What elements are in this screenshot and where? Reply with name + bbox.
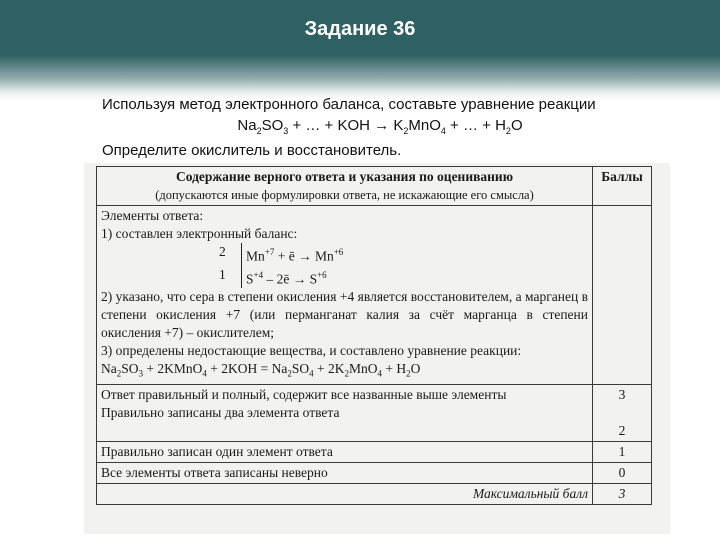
slide-header — [0, 0, 720, 100]
answer-elements-cell — [97, 206, 593, 385]
answer-elements-row — [97, 206, 652, 385]
slide-title: Задание 36 — [304, 18, 416, 40]
max-score-value: 3 — [593, 483, 652, 504]
step-1: 1) составлен электронный баланс: — [101, 226, 298, 241]
criterion-one: Правильно записан один элемент ответа — [97, 441, 593, 462]
criteria-row-one — [97, 441, 652, 462]
balance-line-2: $S^{+4}$ – 2ē → $S^{+6}$ — [246, 269, 327, 286]
score-zero: 0 — [593, 462, 652, 483]
final-equation: $Na_2SO_3$ + 2KMnO$_4$ + $2KOH = Na_2SO_4 + 2K_2MnO_4 + H_2O$ — [101, 361, 421, 379]
balance-bar — [241, 243, 242, 288]
table-header-row — [97, 167, 652, 206]
criterion-full: Ответ правильный и полный, содержит все названные выше элементы — [101, 386, 507, 402]
score-cell-full-and-two — [593, 384, 652, 441]
criteria-cell-full-and-two — [97, 384, 593, 441]
step-3: 3) определены недостающие вещества, и составлено уравнение реакции: — [101, 343, 522, 358]
max-score-row — [97, 483, 652, 504]
criterion-two: Правильно записаны два элемента ответа — [101, 404, 340, 420]
score-one: 1 — [593, 441, 652, 462]
criteria-row-full-and-two — [97, 384, 652, 441]
header-sub: (допускаются иные формулировки ответа, не искажающие его смысла) — [155, 188, 534, 202]
task-intro: Используя метод электронного баланса, составьте уравнение реакции — [102, 96, 596, 113]
score-two: 2 — [618, 422, 626, 438]
header-main: Содержание верного ответа и указания по оцениванию — [175, 169, 514, 184]
elements-title: Элементы ответа: — [101, 208, 204, 223]
criteria-row-zero — [97, 462, 652, 483]
electron-balance — [219, 243, 588, 288]
header-content-cell — [97, 167, 593, 206]
grading-table — [96, 166, 652, 505]
criterion-zero: Все элементы ответа записаны неверно — [97, 462, 593, 483]
balance-coef-2: 1 — [219, 266, 226, 282]
balance-coef-1: 2 — [219, 244, 226, 259]
step-2: 2) указано, что сера в степени окисления +4 является восстановителем, а марганец в степени окисления +7 (или перманганат калия за счёт марганца в степени окисления +7) – окислителем; — [101, 289, 588, 340]
answer-elements-score-cell — [593, 206, 652, 385]
score-full: 3 — [618, 386, 626, 402]
max-score-label: Максимальный балл — [97, 483, 593, 504]
balance-line-1: $Mn^{+7}$ + ē → $Mn^{+6}$ — [246, 247, 344, 264]
header-score-cell: Баллы — [593, 167, 652, 206]
task-equation: $Na_2SO_3$ + … + KOH → $K_2MnO_4$ + … + $H_2O$ — [237, 117, 523, 136]
task-question: Определите окислитель и восстановитель. — [102, 142, 402, 159]
